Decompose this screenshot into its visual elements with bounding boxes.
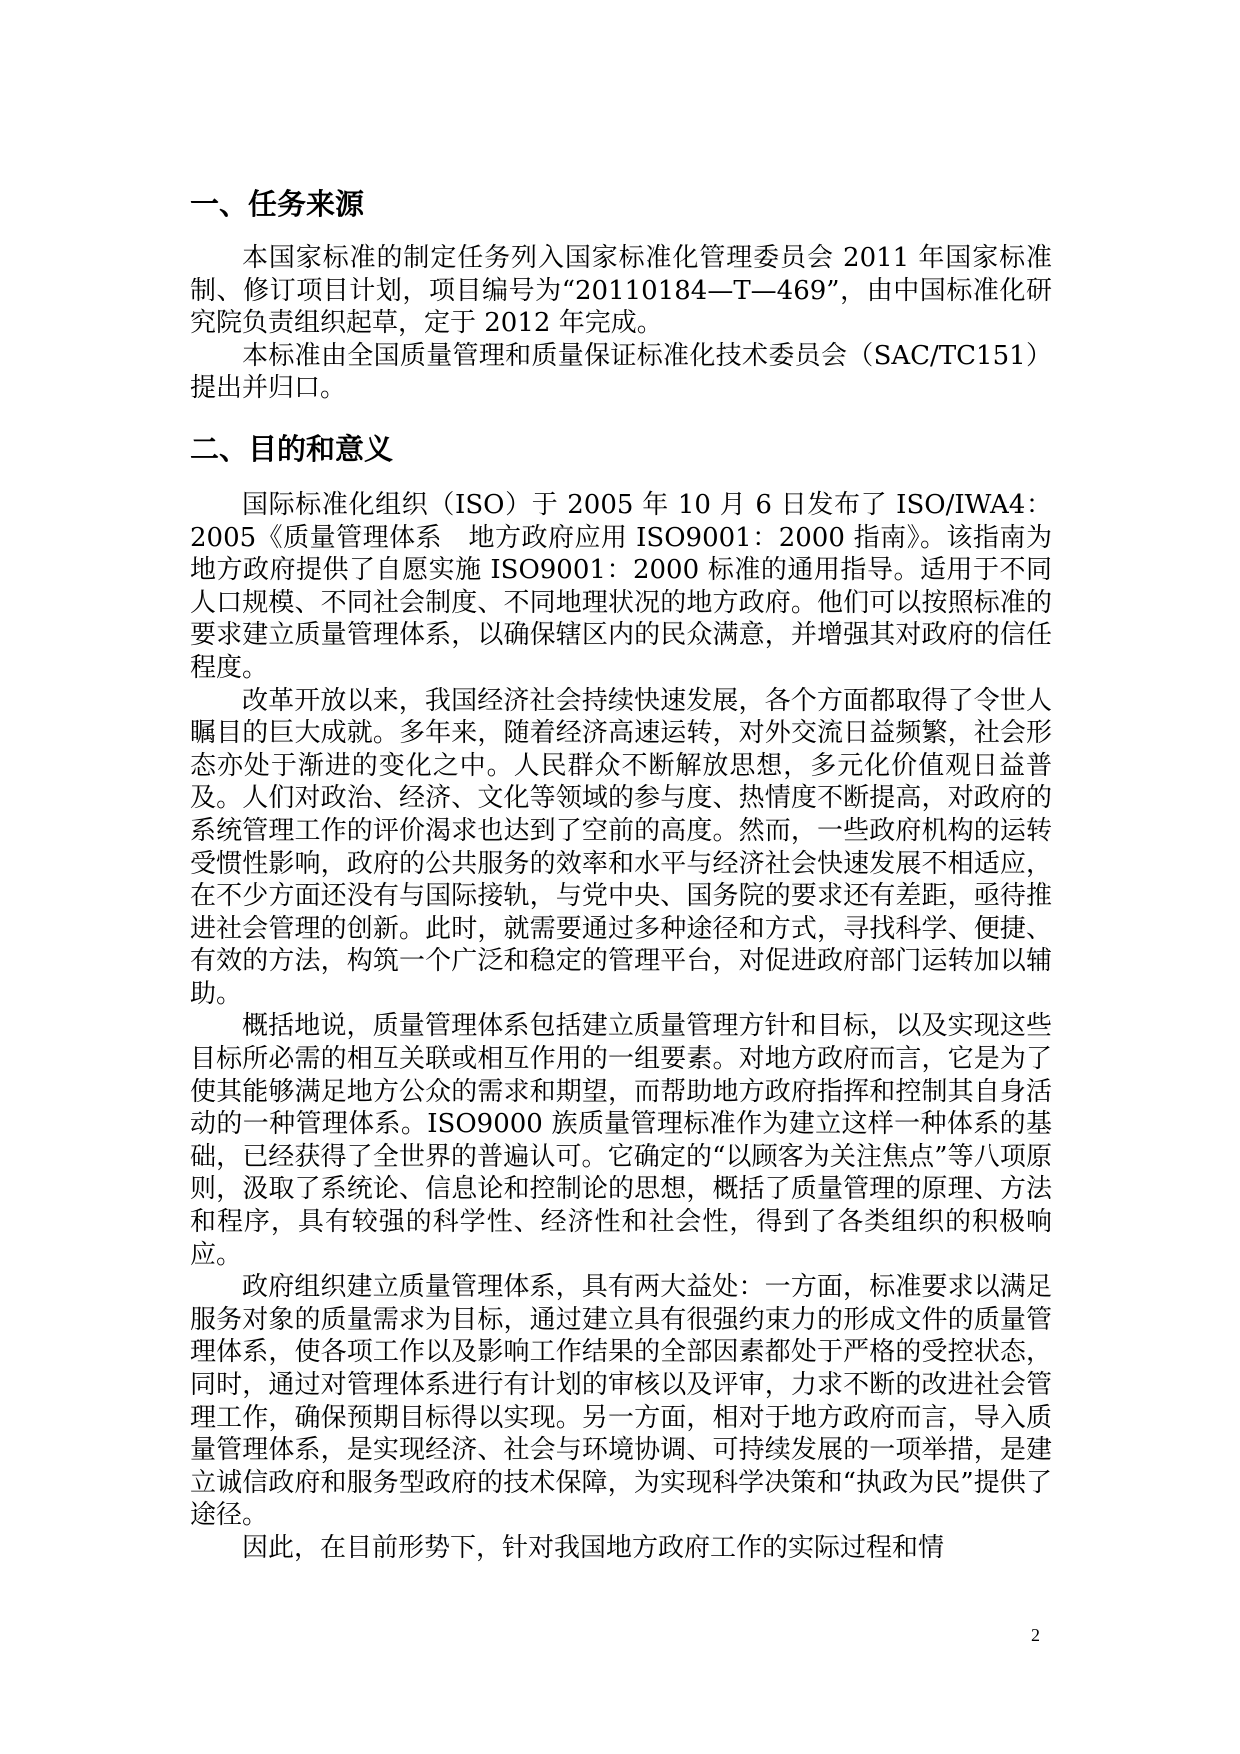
paragraph: 本国家标准的制定任务列入国家标准化管理委员会 2011 年国家标准制、修订项目计划，项目编号为“20110184—T—469”，由中国标准化研究院负责组织起草，定于 2012 年完成。 [190, 243, 1052, 339]
paragraph: 改革开放以来，我国经济社会持续快速发展，各个方面都取得了令世人瞩目的巨大成就。多年来，随着经济高速运转，对外交流日益频繁，社会形态亦处于渐进的变化之中。人民群众不断解放思想，多元化价值观日益普及。人们对政治、经济、文化等领域的参与度、热情度不断提高，对政府的系统管理工作的评价渴求也达到了空前的高度。然而，一些政府机构的运转受惯性影响，政府的公共服务的效率和水平与经济社会快速发展不相适应，在不少方面还没有与国际接轨，与党中央、国务院的要求还有差距，亟待推进社会管理的创新。此时，就需要通过多种途径和方式，寻找科学、便捷、有效的方法，构筑一个广泛和稳定的管理平台，对促进政府部门运转加以辅助。 [190, 685, 1052, 1009]
paragraph: 因此，在目前形势下，针对我国地方政府工作的实际过程和情 [242, 1532, 945, 1563]
paragraph: 政府组织建立质量管理体系，具有两大益处：一方面，标准要求以满足服务对象的质量需求为目标，通过建立具有很强约束力的形成文件的质量管理体系，使各项工作以及影响工作结果的全部因素都处于严格的受控状态，同时，通过对管理体系进行有计划的审核以及评审，力求不断的改进社会管理工作，确保预期目标得以实现。另一方面，相对于地方政府而言，导入质量管理体系，是实现经济、社会与环境协调、可持续发展的一项举措，是建立诚信政府和服务型政府的技术保障，为实现科学决策和“执政为民”提供了途径。 [190, 1272, 1052, 1531]
page-content [190, 186, 1052, 1565]
section-heading-purpose-significance: 二、目的和意义 [190, 431, 394, 466]
page-number: 2 [1031, 1625, 1040, 1645]
paragraph: 国际标准化组织（ISO）于 2005 年 10 月 6 日发布了 ISO/IWA4：2005《质量管理体系 地方政府应用 ISO9001：2000 指南》。该指南为地方政府提供了自愿实施 ISO9001：2000 标准的通用指导。适用于不同人口规模、不同社会制度、不同地理状况的地方政府。他们可以按照标准的要求建立质量管理体系，以确保辖区内的民众满意，并增强其对政府的信任程度。 [190, 489, 1052, 683]
paragraph: 概括地说，质量管理体系包括建立质量管理方针和目标，以及实现这些目标所必需的相互关联或相互作用的一组要素。对地方政府而言，它是为了使其能够满足地方公众的需求和期望，而帮助地方政府指挥和控制其自身活动的一种管理体系。ISO9000 族质量管理标准作为建立这样一种体系的基础，已经获得了全世界的普遍认可。它确定的“以顾客为关注焦点”等八项原则，汲取了系统论、信息论和控制论的思想，概括了质量管理的原理、方法和程序，具有较强的科学性、经济性和社会性，得到了各类组织的积极响应。 [190, 1011, 1052, 1270]
section-heading-task-source: 一、任务来源 [190, 187, 365, 221]
paragraph: 本标准由全国质量管理和质量保证标准化技术委员会（SAC/TC151）提出并归口。 [190, 340, 1052, 404]
